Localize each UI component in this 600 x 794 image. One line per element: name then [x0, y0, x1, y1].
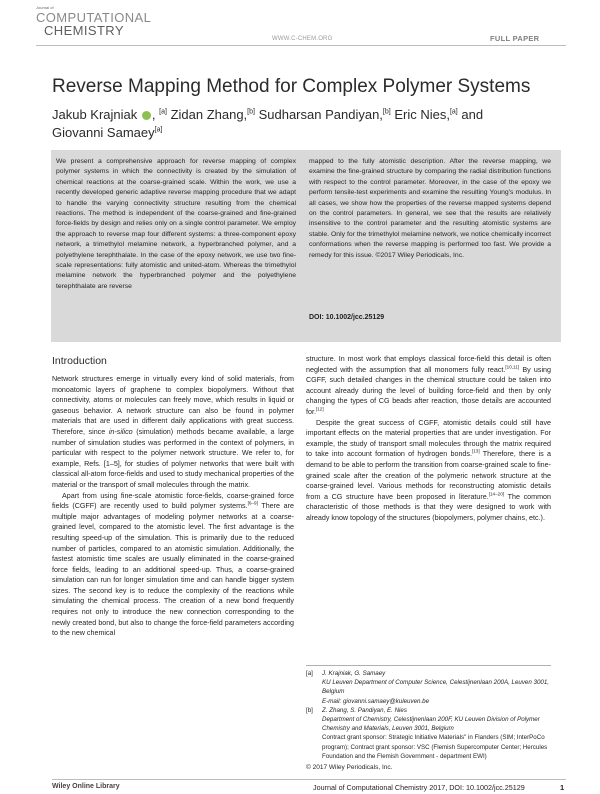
citation[interactable]: [6–9] — [247, 500, 258, 506]
affiliation-entry: [b] Z. Zhang, S. Pandiyan, E. Nies Department of Chemistry, Celestijnenlaan 200F, KU Leuven Division of Polymer Chemistry and Materials, Leuven 3001, Belgium Contract grant sponsor: Strategic Initiative Materials" in Flanders (SIM; InterPoCo program); Contract grant sponsor: VSC (Flemish Supercomputer Center; Hercules Foundation and the Flemish Government - department EWI) — [306, 706, 548, 760]
paragraph: Network structures emerge in virtually every kind of solid materials, from monoatomic layers of graphene to complex biopolymers. Without that connectivity, atoms or molecules can freely move, which results in liquid or gaseous behavior. A network structure can also be found in polymer materials that are used in different daily applications with great success. Therefore, since in-silico (simulation) methods became available, a large number of simulation studies was performed in the context of polymers, in particular with respect to the polymer network structure. We refer to, for example, Refs. [1–5], for studies of polymer networks that were built with classical all-atom force-fields and used to study mechanical properties of the material or the transport of small molecules through the matrix. — [52, 375, 294, 489]
author-affiliation: [a] — [449, 108, 458, 116]
author-affiliation: [a] — [159, 108, 167, 116]
citation[interactable]: [10,11] — [505, 364, 520, 370]
author-affiliation: [a] — [154, 126, 163, 134]
author-list: Jakub Krajniak , [a] Zidan Zhang,[b] Sudharsan Pandiyan,[b] Eric Nies,[a] and Giovanni Samaey[a] — [52, 107, 484, 140]
body-left-column — [52, 374, 294, 639]
body-right-column — [306, 354, 551, 524]
author-sep: , — [151, 107, 160, 122]
author-name[interactable]: Eric Nies, — [394, 107, 450, 122]
journal-logo-line2: CHEMISTRY — [44, 23, 124, 38]
orcid-icon[interactable] — [142, 111, 151, 120]
journal-logo — [36, 11, 236, 37]
abstract-text: mapped to the fully atomistic description. After the reverse mapping, we examine the fine-grained structure by comparing the radial distribution functions with respect to the control parameter. Moreover, in the case of the epoxy we perform tensile-test experiments and examine the resulting Young's modulus. In all cases, we show how the properties of the reverse mapped systems depend on the control parameters. In general, we see that the results are relatively insensitive to the control parameter and the resulting atomistic systems are stable. Only for the trimethylol melamine network, we notice chemically incorrect conformations when the reverse mapping is performed too fast. We provide a remedy for this issue. — [309, 158, 551, 259]
footer-divider — [52, 779, 566, 780]
doi-link[interactable]: DOI: 10.1002/jcc.25129 — [309, 314, 385, 321]
author-affiliation: [b] — [382, 108, 391, 116]
author-name[interactable]: Zidan Zhang, — [170, 107, 248, 122]
paragraph: Apart from using fine-scale atomistic force-fields, coarse-grained force fields (CGFF) are recently used to build polymer systems.[6–9] There are multiple major advantages of modeling polymer networks at a coarse-grained level, compared to the atomistic level. The first advantage is the resulting speed-up of the simulation. This is primarily due to the reduced number of particles, compared to an atomistic simulation. Additionally, the fastest atomistic time scales are usually eliminated in the coarse-grained force fields, leading to an additional speed-up. Thus, a coarse-grained simulation can run for longer simulation time and can handle bigger system sizes. The second key is to reduce the complexity of the reactions while simulating the chemical process. The creation of a new bond frequently requires not only to introduce the new connection corresponding to the newly created bond, but also to change the force-field parameters according to the new chemical — [52, 491, 294, 638]
journal-logo-line1: COMPUTATIONAL — [36, 10, 152, 25]
paper-title: Reverse Mapping Method for Complex Polymer Systems — [52, 76, 531, 97]
wiley-library-logo[interactable]: Wiley Online Library — [52, 783, 120, 790]
author-name[interactable]: Jakub Krajniak — [52, 107, 138, 122]
affiliations — [306, 669, 551, 761]
citation[interactable]: [13] — [471, 448, 480, 454]
author-name[interactable]: Sudharsan Pandiyan, — [258, 107, 383, 122]
citation[interactable]: [14–20] — [488, 491, 505, 497]
author-affiliation: [b] — [247, 108, 255, 116]
header-divider — [36, 45, 566, 46]
affiliation-entry: [a] J. Krajniak, G. Samaey KU Leuven Department of Computer Science, Celestijnenlaan 200A, Leuven 3001, Belgium E-mail: giovanni.samaey@kuleuven.be — [306, 670, 550, 705]
paragraph: structure. In most work that employs classical force-field this detail is often neglected with the assumption that all monomers fully react.[10,11] By using CGFF, such detailed changes in the chemical structure could be taken into account already during the level of building force-field and then by only changing the types of CG beads after reaction, those details are accounted for.[12] — [306, 355, 551, 416]
abstract-right-column — [309, 157, 551, 261]
abstract-copyright: ©2017 Wiley Periodicals, Inc. — [375, 251, 464, 259]
contact-email[interactable]: E-mail: giovanni.samaey@kuleuven.be — [322, 697, 430, 705]
section-label: FULL PAPER — [490, 34, 540, 43]
journal-logo-prefix: Journal of — [36, 5, 54, 10]
citation[interactable]: [12] — [315, 406, 324, 412]
page-number: 1 — [560, 783, 565, 792]
journal-reference: Journal of Computational Chemistry 2017, DOI: 10.1002/jcc.25129 — [313, 783, 525, 792]
journal-website[interactable]: WWW.C-CHEM.ORG — [272, 36, 333, 42]
affiliation-divider — [306, 665, 551, 666]
copyright-notice: © 2017 Wiley Periodicals, Inc. — [306, 764, 393, 771]
paragraph: Despite the great success of CGFF, atomistic details could still have important effects on the material properties that are under investigation. For example, the study of transport small molecules through the matrix required to take into account formation of hydrogen bonds.[13] Therefore, there is a demand to be able to perform the transition from coarse-grained scale to fine-grained scale after the creation of the polymeric network structure at the coarse-grained level. Various methods for reconstructing atomistic details from a CG structure have been proposed in literature.[14–20] The common characteristic of those methods is that they were designed to work with already know topology of the structures (biopolymers, polymer chains, etc.). — [306, 418, 551, 522]
section-heading: Introduction — [52, 355, 107, 367]
abstract-left-column: We present a comprehensive approach for reverse mapping of complex polymer systems in which the connectivity is created by the simulation of chemical reactions at the coarse-grained scale. Within the work, we use a recently developed generic adaptive reverse mapping procedure that we adapt to handle the varying connectivity structure resulting from the chemical reactions. The method is independent of the coarse-grained and fine-grained force-fields by design and relies only on a single control parameter. We employ the approach to reverse map four different systems: a three-component epoxy network, a trimethylol melamine network, a hyperbranched polymer, and a polyethylene terephthalate. In the case of the epoxy network, we use two fine-scale representations: fully atomistic and united-atom. Whereas the trimethylol melamine network the hyperbranched polymer and the polyethylene terephthalate are reverse — [56, 158, 296, 290]
author-name[interactable]: Giovanni Samaey — [52, 125, 155, 140]
grant-info: Contract grant sponsor: Strategic Initiative Materials" in Flanders (SIM; InterPoCo program); Contract grant sponsor: VSC (Flemish Supercomputer Center; Hercules Foundation and the Flemish Government - department EWI) — [322, 734, 548, 760]
